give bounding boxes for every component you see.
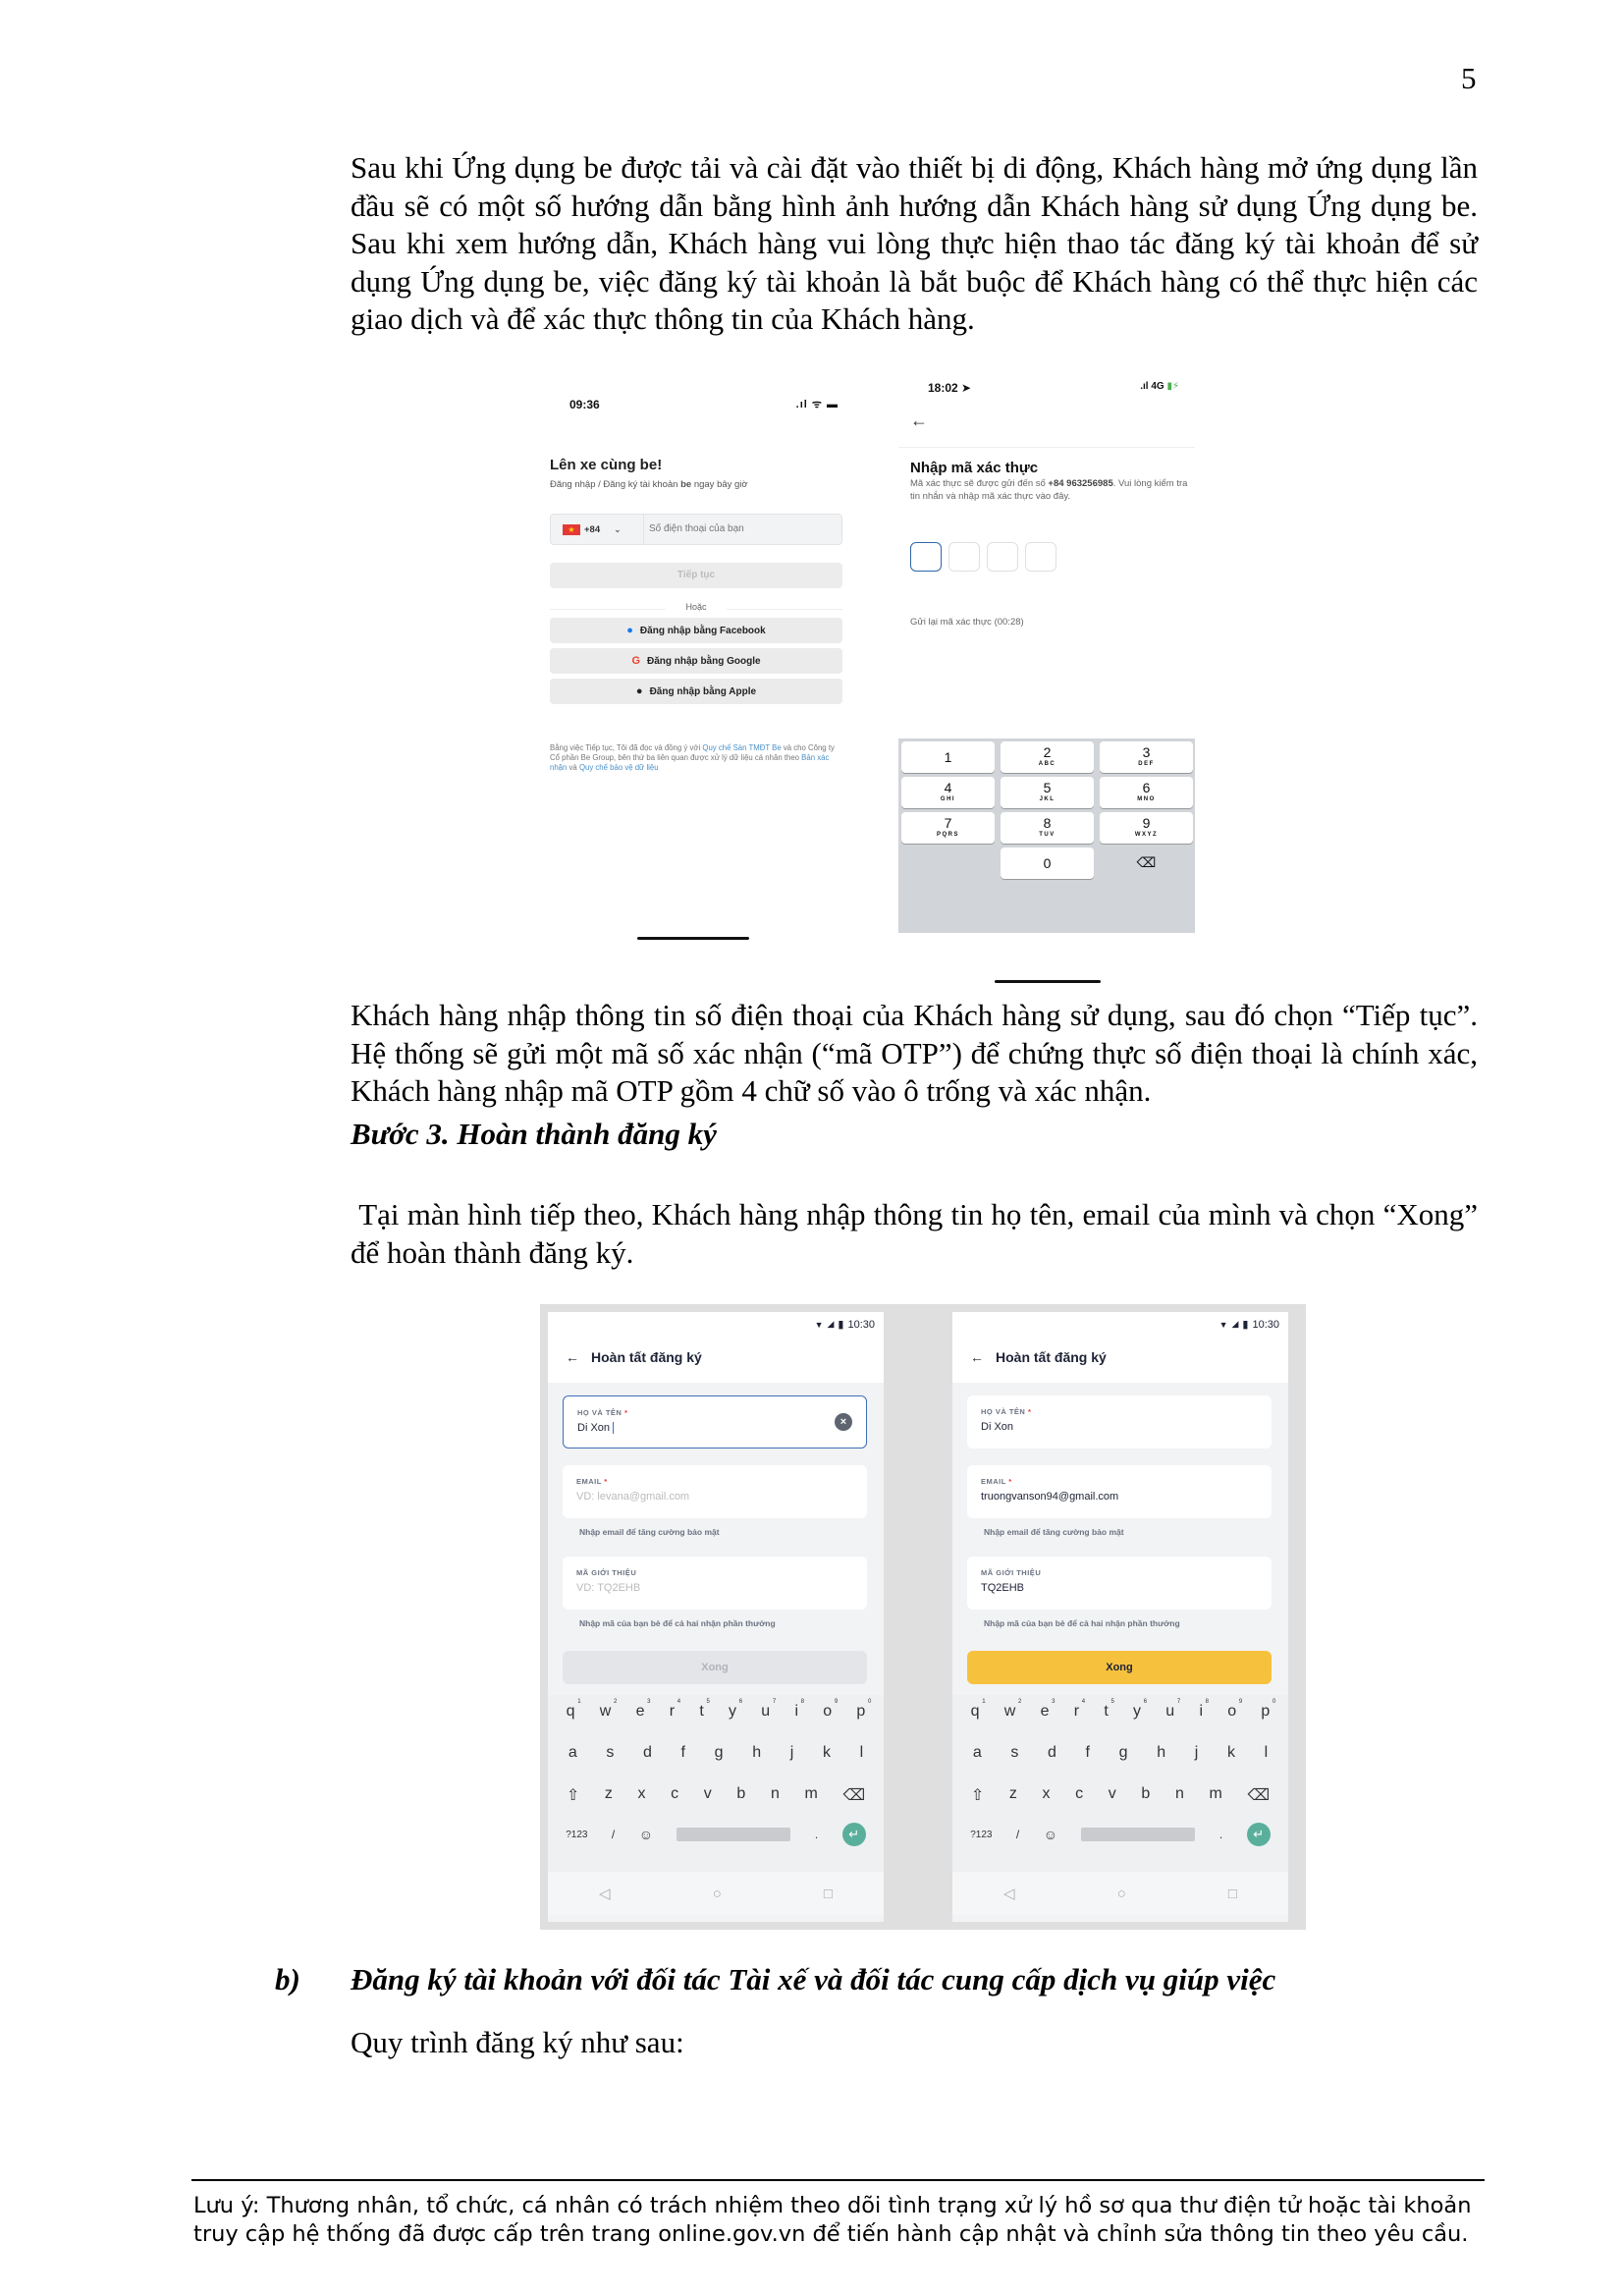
- status-icons: [1140, 381, 1179, 392]
- nav-recents-icon[interactable]: □: [823, 1885, 833, 1902]
- clear-icon[interactable]: ×: [835, 1413, 852, 1431]
- key-letters: TUV: [1039, 832, 1056, 838]
- intro-paragraph: Sau khi Ứng dụng be được tải và cài đặt vào thiết bị di động, Khách hàng mở ứng dụng lần đầu sẽ có một số hướng dẫn bằng hình ảnh hướng dẫn Khách hàng sử dụng Ứng dụng be. Sau khi xem hướng dẫn, Khách hàng vui lòng thực hiện thao tác đăng ký tài khoản để sử dụng Ứng dụng be, việc đăng ký tài khoản là bắt buộc để Khách hàng có thể thực hiện các giao dịch và để xác thực thông tin của Khách hàng.: [351, 150, 1478, 336]
- referral-input[interactable]: [576, 1582, 832, 1594]
- full-name-value: [577, 1422, 833, 1434]
- empty-key: [901, 847, 995, 879]
- keypad-key[interactable]: [1001, 812, 1094, 844]
- shift-key-icon[interactable]: ⇧: [970, 1787, 985, 1804]
- referral-hint: Nhập mã của bạn bè để cả hai nhận phần thưởng: [984, 1618, 1180, 1628]
- home-indicator: [637, 937, 749, 940]
- status-time: 10:30: [1252, 1318, 1279, 1331]
- required-marker: *: [1027, 1407, 1032, 1416]
- backspace-key-icon[interactable]: ⌫: [1247, 1787, 1271, 1804]
- login-screenshot: [542, 388, 852, 948]
- key-number-hint: 9: [1238, 1699, 1243, 1705]
- wifi-icon: ▼: [1218, 1319, 1228, 1330]
- vietnam-flag-icon: ★: [563, 524, 580, 535]
- phone-input-group: [550, 514, 842, 545]
- key-number-hint: 0: [867, 1699, 872, 1705]
- key-number-hint: 3: [647, 1699, 651, 1705]
- otp-title: Nhập mã xác thực: [910, 460, 1039, 476]
- key-number-hint: 6: [1143, 1699, 1148, 1705]
- keyboard-key[interactable]: r 4: [669, 1699, 681, 1720]
- label-text: HỌ VÀ TÊN: [981, 1407, 1026, 1416]
- otp-digit-box[interactable]: [1025, 542, 1056, 572]
- otp-description: [910, 477, 1195, 503]
- key-number-hint: 8: [800, 1699, 804, 1705]
- terms-link[interactable]: Quy chế Sàn TMĐT Be: [702, 743, 782, 752]
- keyboard-key[interactable]: f: [680, 1744, 685, 1761]
- keyboard-key[interactable]: g: [714, 1744, 724, 1761]
- keyboard-key[interactable]: m: [804, 1785, 818, 1802]
- required-marker: *: [604, 1477, 608, 1486]
- keyboard-key[interactable]: d: [643, 1744, 652, 1761]
- desc-text: Mã xác thực sẽ được gửi đến số: [910, 478, 1049, 489]
- legal-text: [550, 743, 835, 773]
- done-button[interactable]: Xong: [563, 1651, 867, 1684]
- keyboard-key[interactable]: z: [1008, 1785, 1017, 1802]
- backspace-key-icon[interactable]: ⌫: [842, 1787, 866, 1804]
- nav-back-icon[interactable]: ◁: [1003, 1886, 1015, 1902]
- keyboard-key[interactable]: s: [606, 1744, 615, 1761]
- or-divider: Hoặc: [550, 602, 842, 612]
- key-digit: 9: [1142, 815, 1151, 831]
- key-letters: WXYZ: [1134, 832, 1159, 838]
- soft-keyboard: [548, 1695, 884, 1872]
- key-number-hint: 7: [772, 1699, 777, 1705]
- network-type: 4G: [1151, 381, 1164, 392]
- otp-digit-box[interactable]: [987, 542, 1018, 572]
- keyboard-key[interactable]: q 1: [566, 1699, 581, 1720]
- enter-key-icon[interactable]: ↵: [1247, 1823, 1271, 1846]
- continue-button[interactable]: Tiếp tục: [550, 563, 842, 588]
- confirmation-link[interactable]: Bản xác nhận: [550, 753, 830, 772]
- back-arrow-icon[interactable]: ←: [566, 1349, 579, 1365]
- otp-paragraph: Khách hàng nhập thông tin số điện thoại của Khách hàng sử dụng, sau đó chọn “Tiếp tục”. Hệ thống sẽ gửi một mã số xác nhận (“mã OTP”) để chứng thực số điện thoại là chính xác, Khách hàng nhập mã OTP gồm 4 chữ số vào ô trống và xác nhận.: [351, 998, 1478, 1108]
- keypad-key[interactable]: [1001, 777, 1094, 808]
- value-text: Di Xon: [577, 1422, 611, 1434]
- keyboard-key[interactable]: u 7: [1165, 1699, 1181, 1720]
- key-number-hint: 0: [1272, 1699, 1276, 1705]
- subtitle-text: Đăng nhập / Đăng ký tài khoản: [550, 479, 681, 490]
- footer-note: Lưu ý: Thương nhân, tổ chức, cá nhân có trách nhiệm theo dõi tình trạng xử lý hồ sơ qua thư điện tử hoặc tài khoản truy cập hệ thống đã được cấp trên trang online.gov.vn để tiến hành cập nhật và chỉnh sửa thông tin theo yêu cầu.: [193, 2193, 1472, 2247]
- keyboard-key[interactable]: b: [736, 1785, 746, 1802]
- keypad-key[interactable]: [1001, 847, 1094, 879]
- keyboard-key[interactable]: h: [752, 1744, 762, 1761]
- keyboard-key[interactable]: v: [703, 1785, 712, 1802]
- key-number-hint: 5: [706, 1699, 710, 1705]
- referral-code-field[interactable]: [563, 1557, 867, 1610]
- divider: [898, 447, 1195, 448]
- key-number-hint: 9: [834, 1699, 839, 1705]
- status-time: 10:30: [847, 1318, 875, 1331]
- key-number-hint: 7: [1176, 1699, 1181, 1705]
- full-name-label: [981, 1407, 1031, 1416]
- google-login-label: Đăng nhập bằng Google: [647, 655, 761, 667]
- key-letters: MNO: [1137, 796, 1156, 802]
- key-digit: 6: [1142, 780, 1151, 795]
- footer-divider: [191, 2179, 1485, 2181]
- referral-input[interactable]: [981, 1582, 1236, 1594]
- keypad-key[interactable]: [1100, 741, 1193, 773]
- legal-text-part: và cho Công ty Cổ phần Be Group, bên thứ ba liên quan được xử lý dữ liệu cá nhân theo: [550, 743, 835, 762]
- wifi-icon: ▼: [814, 1319, 824, 1330]
- full-name-value: [981, 1421, 1236, 1433]
- label-text: EMAIL: [576, 1477, 602, 1486]
- keyboard-key[interactable]: y 6: [1133, 1699, 1148, 1720]
- step3-paragraph: Tại màn hình tiếp theo, Khách hàng nhập thông tin họ tên, email của mình và chọn “Xong” để hoàn thành đăng ký.: [351, 1197, 1486, 1270]
- label-text: EMAIL: [981, 1477, 1006, 1486]
- label-text: HỌ VÀ TÊN: [577, 1408, 623, 1417]
- keyboard-row: [548, 1785, 884, 1805]
- keyboard-key[interactable]: g: [1118, 1744, 1128, 1761]
- keyboard-key[interactable]: w 2: [1003, 1699, 1022, 1720]
- keyboard-row: [952, 1744, 1288, 1762]
- space-bar[interactable]: [1081, 1828, 1195, 1841]
- apple-icon: ●: [635, 685, 643, 697]
- key-digit: 0: [1043, 855, 1052, 871]
- soft-keyboard: [952, 1695, 1288, 1872]
- keypad-key[interactable]: [901, 741, 995, 773]
- email-hint: Nhập email để tăng cường bảo mật: [579, 1527, 720, 1537]
- keyboard-key[interactable]: x: [1042, 1785, 1051, 1802]
- email-label: [981, 1477, 1012, 1486]
- keyboard-key[interactable]: y 6: [729, 1699, 743, 1720]
- apple-login-label: Đăng nhập bằng Apple: [649, 685, 757, 697]
- referral-hint: Nhập mã của bạn bè để cả hai nhận phần thưởng: [579, 1618, 776, 1628]
- referral-code-field[interactable]: [967, 1557, 1272, 1610]
- legal-text-part: và: [567, 763, 579, 772]
- section-b-marker: b): [275, 1962, 300, 1996]
- nav-recents-icon[interactable]: □: [1227, 1885, 1237, 1902]
- google-icon: G: [631, 655, 640, 667]
- keyboard-row: [548, 1699, 884, 1721]
- enter-key-icon[interactable]: ↵: [842, 1823, 866, 1846]
- keyboard-key[interactable]: i 8: [794, 1699, 804, 1720]
- screen-title: Hoàn tất đăng ký: [996, 1349, 1107, 1365]
- symbols-key[interactable]: ?123: [970, 1829, 993, 1840]
- keyboard-key[interactable]: u 7: [761, 1699, 777, 1720]
- done-button[interactable]: Xong: [967, 1651, 1272, 1684]
- cell-signal-icon: ◢: [827, 1319, 835, 1329]
- keyboard-key[interactable]: n: [770, 1785, 780, 1802]
- back-arrow-icon[interactable]: ←: [910, 410, 928, 430]
- keyboard-key[interactable]: j: [1194, 1744, 1199, 1761]
- keyboard-key[interactable]: p 0: [856, 1699, 872, 1720]
- keyboard-key[interactable]: d: [1048, 1744, 1056, 1761]
- key-digit: 7: [944, 815, 952, 831]
- keyboard-row: [548, 1744, 884, 1762]
- key-number-hint: 1: [577, 1699, 581, 1705]
- nav-home-icon[interactable]: ○: [1116, 1885, 1126, 1902]
- keyboard-key[interactable]: k: [1226, 1744, 1235, 1761]
- keyboard-key[interactable]: r 4: [1073, 1699, 1086, 1720]
- keyboard-row: [548, 1823, 884, 1846]
- keyboard-key[interactable]: c: [1075, 1785, 1084, 1802]
- status-time: [928, 381, 971, 395]
- keyboard-key[interactable]: k: [822, 1744, 831, 1761]
- key-digit: 4: [944, 780, 952, 795]
- location-arrow-icon: ➤: [961, 381, 972, 395]
- space-bar[interactable]: [677, 1828, 790, 1841]
- screen-header: [970, 1349, 1107, 1365]
- keypad-key[interactable]: [901, 777, 995, 808]
- numeric-keypad: [898, 738, 1195, 933]
- screen-header: [566, 1349, 702, 1365]
- email-input[interactable]: [981, 1491, 1236, 1503]
- apple-login-button[interactable]: [550, 679, 842, 704]
- key-number-hint: 5: [1110, 1699, 1114, 1705]
- key-number-hint: 6: [738, 1699, 743, 1705]
- key-number-hint: 4: [677, 1699, 681, 1705]
- shift-key-icon[interactable]: ⇧: [566, 1787, 580, 1804]
- keypad-key[interactable]: [1001, 741, 1094, 773]
- keyboard-key[interactable]: h: [1157, 1744, 1166, 1761]
- referral-label: MÃ GIỚI THIỆU: [576, 1568, 637, 1577]
- keyboard-key[interactable]: n: [1174, 1785, 1184, 1802]
- keyboard-key[interactable]: w 2: [599, 1699, 618, 1720]
- key-letters: DEF: [1138, 761, 1155, 767]
- signal-icon: .ıl: [1140, 381, 1149, 392]
- otp-digit-box[interactable]: [910, 542, 942, 572]
- keypad-key[interactable]: [901, 812, 995, 844]
- nav-home-icon[interactable]: ○: [712, 1885, 722, 1902]
- key-digit: 8: [1043, 815, 1052, 831]
- key-number-hint: 3: [1052, 1699, 1056, 1705]
- battery-charging-icon: ▮⚡: [1166, 381, 1179, 392]
- keyboard-key[interactable]: e 3: [635, 1699, 651, 1720]
- nav-back-icon[interactable]: ◁: [599, 1886, 611, 1902]
- keyboard-key[interactable]: l: [1264, 1744, 1269, 1761]
- emoji-icon[interactable]: ☺: [1043, 1827, 1058, 1842]
- slash-key[interactable]: /: [1015, 1828, 1020, 1841]
- brand-text: be: [680, 479, 692, 490]
- keyboard-key[interactable]: z: [604, 1785, 613, 1802]
- keyboard-key[interactable]: q 1: [970, 1699, 986, 1720]
- keyboard-key[interactable]: e 3: [1040, 1699, 1056, 1720]
- full-name-field[interactable]: [967, 1395, 1272, 1449]
- registration-phone-2: [952, 1312, 1288, 1922]
- status-icons: .ıl ᯤ ▬: [795, 399, 839, 410]
- keyboard-key[interactable]: f: [1085, 1744, 1090, 1761]
- key-digit: 1: [944, 749, 952, 765]
- login-subtitle: [550, 479, 748, 490]
- legal-text-part: Bằng việc Tiếp tục, Tôi đã đọc và đồng ý với: [550, 743, 703, 752]
- referral-label: MÃ GIỚI THIỆU: [981, 1568, 1042, 1577]
- keyboard-key[interactable]: j: [789, 1744, 794, 1761]
- key-letters: PQRS: [936, 832, 959, 838]
- keyboard-key[interactable]: s: [1010, 1744, 1019, 1761]
- phone-number-input[interactable]: [649, 515, 836, 544]
- key-digit: 3: [1142, 744, 1151, 760]
- keyboard-key[interactable]: c: [671, 1785, 679, 1802]
- keyboard-key[interactable]: a: [568, 1744, 577, 1761]
- facebook-login-button[interactable]: [550, 618, 842, 643]
- text-cursor: [613, 1422, 614, 1434]
- key-letters: JKL: [1039, 796, 1056, 802]
- email-label: [576, 1477, 608, 1486]
- key-digit: 2: [1043, 744, 1052, 760]
- keyboard-row: [952, 1823, 1288, 1846]
- keyboard-row: [952, 1699, 1288, 1721]
- keypad-grid: [901, 741, 1193, 879]
- period-key[interactable]: .: [814, 1828, 819, 1841]
- full-name-label: [577, 1408, 627, 1417]
- keyboard-row: [952, 1785, 1288, 1805]
- keyboard-key[interactable]: t 5: [1104, 1699, 1114, 1720]
- keypad-key[interactable]: [1100, 777, 1193, 808]
- chevron-down-icon: ⌄: [614, 523, 622, 534]
- email-field[interactable]: [967, 1465, 1272, 1518]
- step3-heading: Bước 3. Hoàn thành đăng ký: [351, 1117, 717, 1151]
- key-number-hint: 1: [982, 1699, 986, 1705]
- email-input[interactable]: [576, 1491, 832, 1503]
- key-number-hint: 2: [1018, 1699, 1022, 1705]
- resend-code-link[interactable]: Gửi lại mã xác thực (00:28): [910, 617, 1024, 628]
- key-number-hint: 2: [614, 1699, 618, 1705]
- keyboard-key[interactable]: x: [637, 1785, 646, 1802]
- battery-icon: ▮: [838, 1319, 844, 1331]
- login-title: Lên xe cùng be!: [550, 457, 663, 473]
- keyboard-key[interactable]: p 0: [1261, 1699, 1276, 1720]
- country-code: +84: [584, 523, 601, 535]
- data-protection-link[interactable]: Quy chế bảo vệ dữ liệu: [578, 763, 659, 772]
- full-name-field[interactable]: [563, 1395, 867, 1449]
- slash-key[interactable]: /: [611, 1828, 616, 1841]
- email-hint: Nhập email để tăng cường bảo mật: [984, 1527, 1124, 1537]
- keyboard-key[interactable]: a: [972, 1744, 982, 1761]
- android-nav-bar: [548, 1872, 884, 1915]
- page-number: 5: [1461, 61, 1477, 95]
- back-arrow-icon[interactable]: ←: [970, 1349, 984, 1365]
- facebook-icon: ●: [626, 625, 633, 636]
- keyboard-key[interactable]: m: [1209, 1785, 1222, 1802]
- keyboard-key[interactable]: t 5: [699, 1699, 710, 1720]
- desc-text-end: . Vui lòng kiểm tra tin nhắn và nhập mã xác thực vào đây.: [910, 478, 1188, 502]
- backspace-key[interactable]: [1100, 847, 1193, 879]
- key-digit: ⌫: [1136, 854, 1157, 870]
- subtitle-text-end: ngay bây giờ: [691, 479, 748, 490]
- battery-icon: ▮: [1242, 1319, 1249, 1331]
- registration-screenshots: [540, 1304, 1306, 1930]
- key-digit: 5: [1043, 780, 1052, 795]
- google-login-button[interactable]: [550, 648, 842, 674]
- required-marker: *: [623, 1408, 628, 1417]
- key-number-hint: 4: [1081, 1699, 1086, 1705]
- emoji-icon[interactable]: ☺: [638, 1827, 654, 1842]
- otp-digit-box[interactable]: [948, 542, 980, 572]
- screen-title: Hoàn tất đăng ký: [591, 1349, 702, 1365]
- home-indicator: [995, 980, 1101, 983]
- otp-screenshot: [898, 373, 1201, 933]
- status-time: 09:36: [569, 398, 600, 411]
- keyboard-key[interactable]: v: [1108, 1785, 1116, 1802]
- time-text: 18:02: [928, 381, 958, 395]
- section-b-heading: Đăng ký tài khoản với đối tác Tài xế và đối tác cung cấp dịch vụ giúp việc: [351, 1962, 1276, 1996]
- period-key[interactable]: .: [1218, 1828, 1223, 1841]
- value-text: Di Xon: [981, 1421, 1014, 1433]
- required-marker: *: [1008, 1477, 1012, 1486]
- otp-input-boxes: [910, 542, 1056, 572]
- country-code-selector[interactable]: [551, 515, 644, 544]
- keyboard-key[interactable]: b: [1141, 1785, 1151, 1802]
- android-nav-bar: [952, 1872, 1288, 1915]
- status-bar: [815, 1318, 875, 1331]
- keyboard-key[interactable]: l: [859, 1744, 864, 1761]
- registration-phone-1: [548, 1312, 884, 1922]
- email-field[interactable]: [563, 1465, 867, 1518]
- key-number-hint: 8: [1205, 1699, 1209, 1705]
- symbols-key[interactable]: ?123: [566, 1829, 588, 1840]
- section-b-intro: Quy trình đăng ký như sau:: [351, 2025, 684, 2059]
- keyboard-key[interactable]: o 9: [823, 1699, 839, 1720]
- key-letters: GHI: [940, 796, 956, 802]
- phone-number: +84 963256985: [1048, 478, 1113, 489]
- keypad-key[interactable]: [1100, 812, 1193, 844]
- status-bar: [1219, 1318, 1279, 1331]
- keyboard-key[interactable]: o 9: [1227, 1699, 1243, 1720]
- keyboard-key[interactable]: i 8: [1199, 1699, 1209, 1720]
- key-letters: ABC: [1038, 761, 1056, 767]
- facebook-login-label: Đăng nhập bằng Facebook: [639, 625, 766, 636]
- cell-signal-icon: ◢: [1231, 1319, 1239, 1329]
